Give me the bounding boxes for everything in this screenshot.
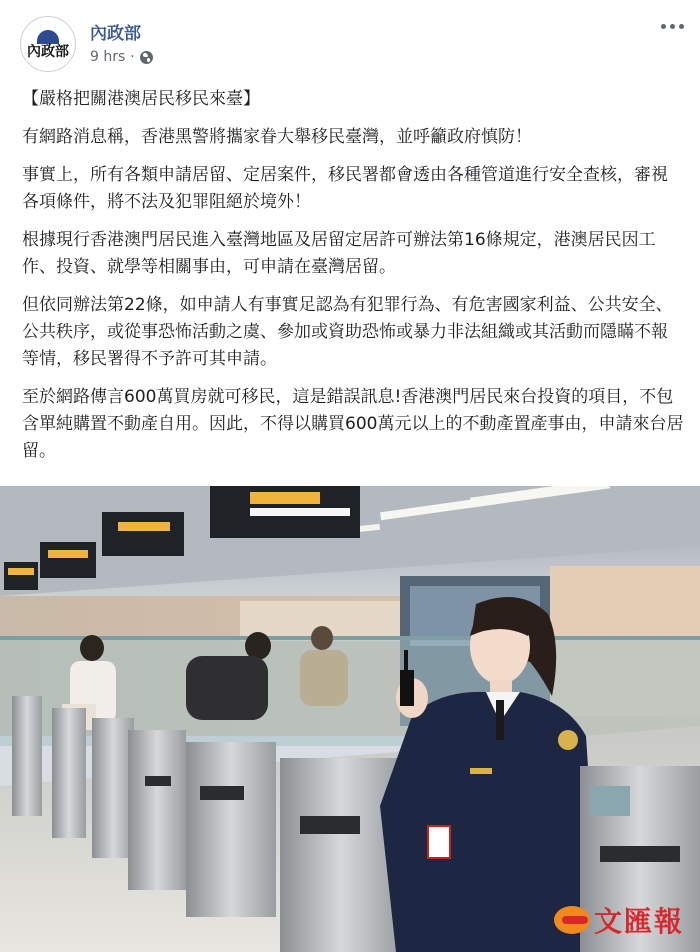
post-paragraph: 但依同辦法第22條，如申請人有事實足認為有犯罪行為、有危害國家利益、公共安全、公共秩序，或從事恐怖活動之虞、參加或資助恐怖或暴力非法組織或其活動而隱瞞不報等情，移民署得不予許可其申請。 — [22, 295, 673, 369]
post-timestamp[interactable]: 9 hrs — [90, 49, 126, 65]
meta-separator: · — [130, 49, 135, 65]
globe-icon[interactable] — [140, 51, 153, 64]
more-dot — [670, 24, 675, 29]
watermark — [554, 900, 684, 940]
post-text — [22, 86, 684, 476]
watermark-text: 文匯報 — [593, 905, 684, 938]
post-title: 【嚴格把關港澳居民移民來臺】 — [22, 89, 260, 109]
more-dot — [679, 24, 684, 29]
page-name-link[interactable]: 內政部 — [90, 24, 141, 44]
post-meta — [90, 49, 153, 65]
post-paragraph: 事實上，所有各類申請居留、定居案件，移民署都會透由各種管道進行安全查核，審視各項條件，將不法及犯罪阻絕於境外！ — [22, 165, 668, 212]
post-paragraph: 至於網路傳言600萬買房就可移民，這是錯誤訊息!香港澳門居民來台投資的項目，不包含單純購置不動產自用。因此，不得以購買600萬元以上的不動產置產事由，申請來台居留。 — [22, 387, 684, 461]
post-paragraph: 有網路消息稱，香港黑警將攜家眷大舉移民臺灣，並呼籲政府慎防！ — [22, 127, 532, 147]
airport-immigration-scene — [0, 486, 700, 952]
more-options-icon — [661, 24, 666, 29]
avatar-logo-text: 內政部 — [27, 43, 69, 60]
more-options-button[interactable] — [658, 20, 686, 32]
publisher-logo-icon — [554, 906, 590, 934]
page-avatar[interactable] — [20, 16, 76, 72]
post-header — [0, 0, 700, 82]
post-paragraph: 根據現行香港澳門居民進入臺灣地區及居留定居許可辦法第16條規定，港澳居民因工作、投資、就學等相關事由，可申請在臺灣居留。 — [22, 230, 656, 277]
post-photo[interactable] — [0, 486, 700, 952]
ministry-emblem-icon — [37, 30, 59, 44]
